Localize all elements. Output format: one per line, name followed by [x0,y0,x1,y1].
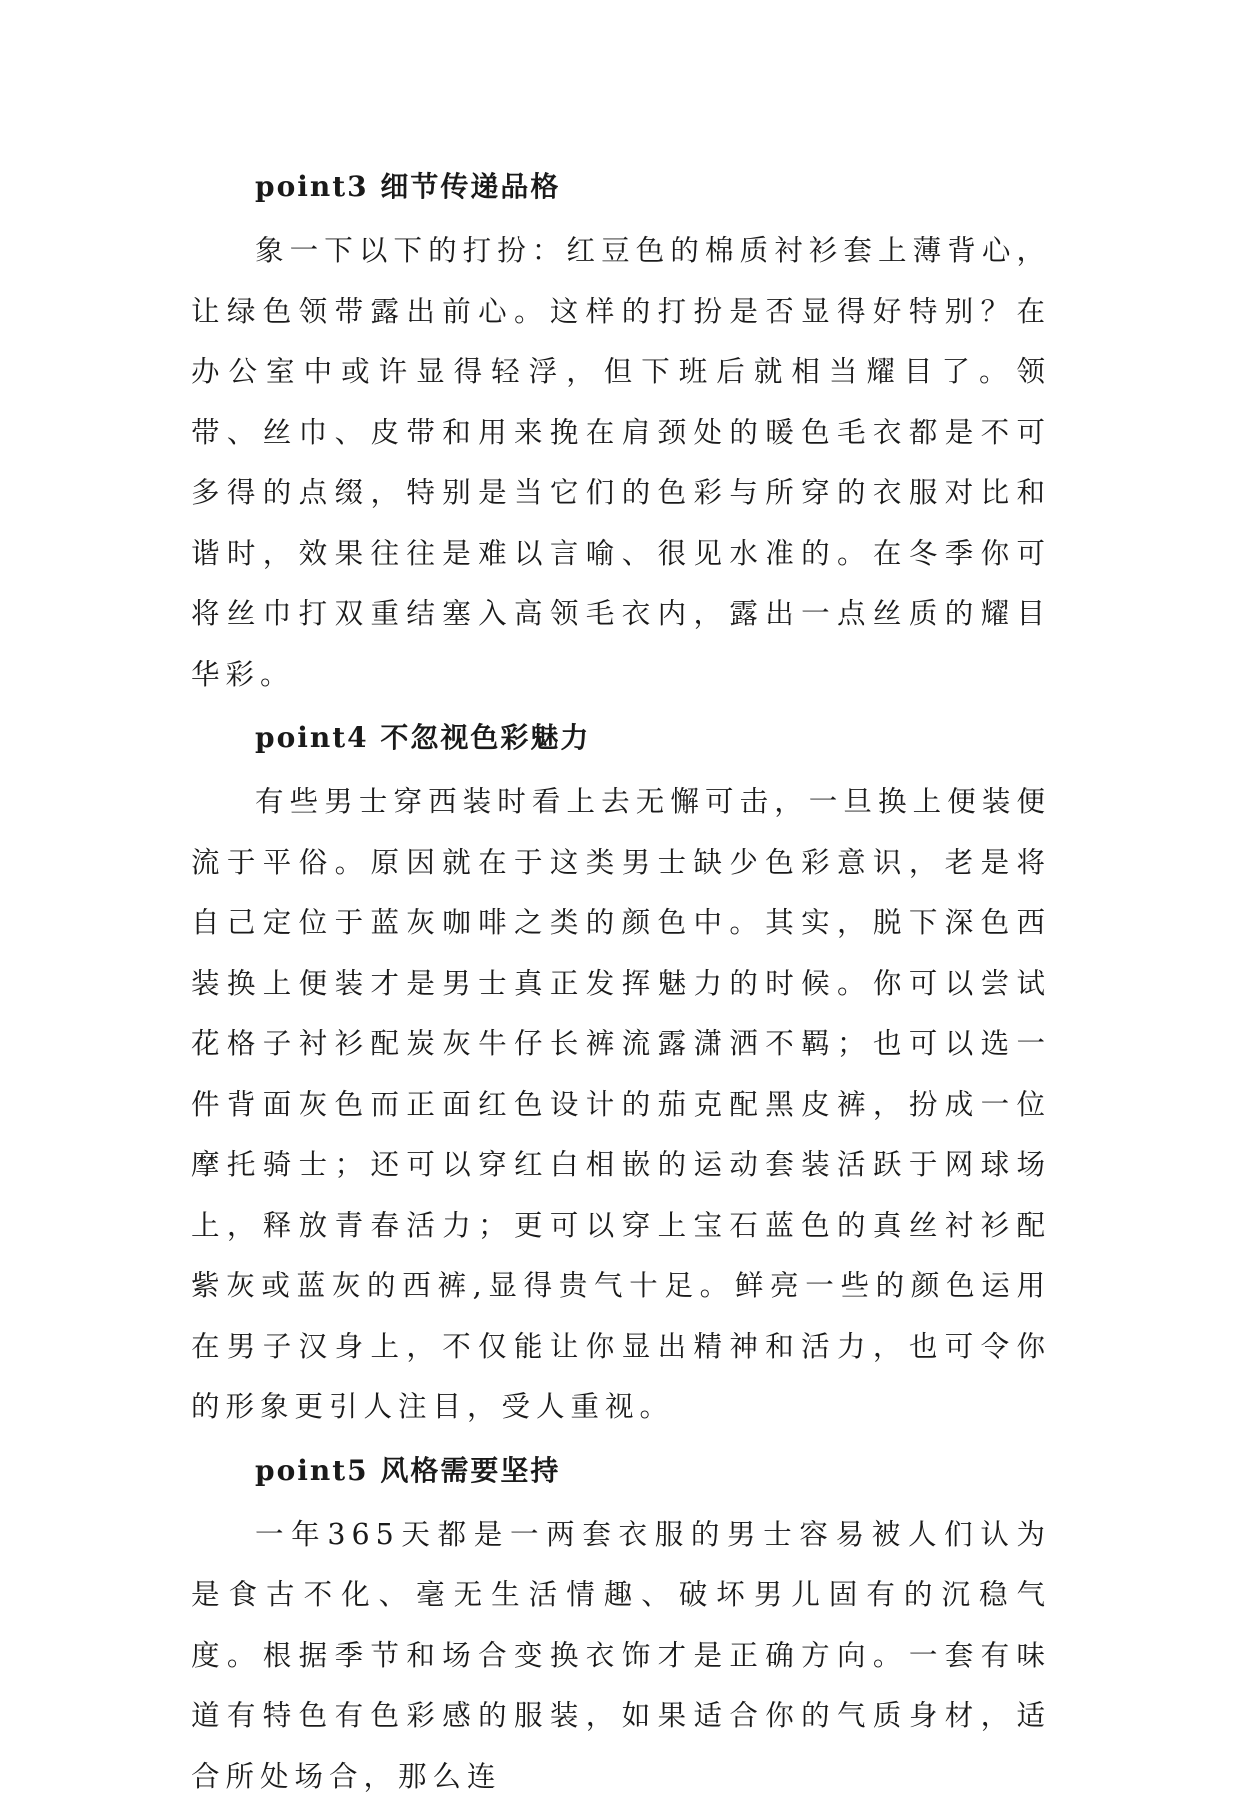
section-paragraph-point5: 一年365天都是一两套衣服的男士容易被人们认为是食古不化、毫无生活情趣、破坏男儿固有的沉稳气度。根据季节和场合变换衣饰才是正确方向。一套有味道有特色有色彩感的服装，如果适合你的气质身材，适合所处场合，那么连 [191,1517,1051,1793]
section-heading-point5: point5 风格需要坚持 [255,1453,561,1487]
document-body [191,160,1051,1813]
section-paragraph-point3: 象一下以下的打扮：红豆色的棉质衬衫套上薄背心，让绿色领带露出前心。这样的打扮是否显得好特别？在办公室中或许显得轻浮，但下班后就相当耀目了。领带、丝巾、皮带和用来挽在肩颈处的暖色毛衣都是不可多得的点缀，特别是当它们的色彩与所穿的衣服对比和谐时，效果往往是难以言喻、很见水准的。在冬季你可将丝巾打双重结塞入高领毛衣内，露出一点丝质的耀目华彩。 [191,234,1051,691]
section-paragraph-point4: 有些男士穿西装时看上去无懈可击，一旦换上便装便流于平俗。原因就在于这类男士缺少色彩意识，老是将自己定位于蓝灰咖啡之类的颜色中。其实，脱下深色西装换上便装才是男士真正发挥魅力的时候。你可以尝试花格子衬衫配炭灰牛仔长裤流露潇洒不羁；也可以选一件背面灰色而正面红色设计的茄克配黑皮裤，扮成一位摩托骑士；还可以穿红白相嵌的运动套装活跃于网球场上，释放青春活力；更可以穿上宝石蓝色的真丝衬衫配紫灰或蓝灰的西裤,显得贵气十足。鲜亮一些的颜色运用在男子汉身上，不仅能让你显出精神和活力，也可令你的形象更引人注目，受人重视。 [191,785,1051,1423]
section-heading-point4: point4 不忽视色彩魅力 [255,721,591,754]
section-heading-point3: point3 细节传递品格 [255,170,561,203]
